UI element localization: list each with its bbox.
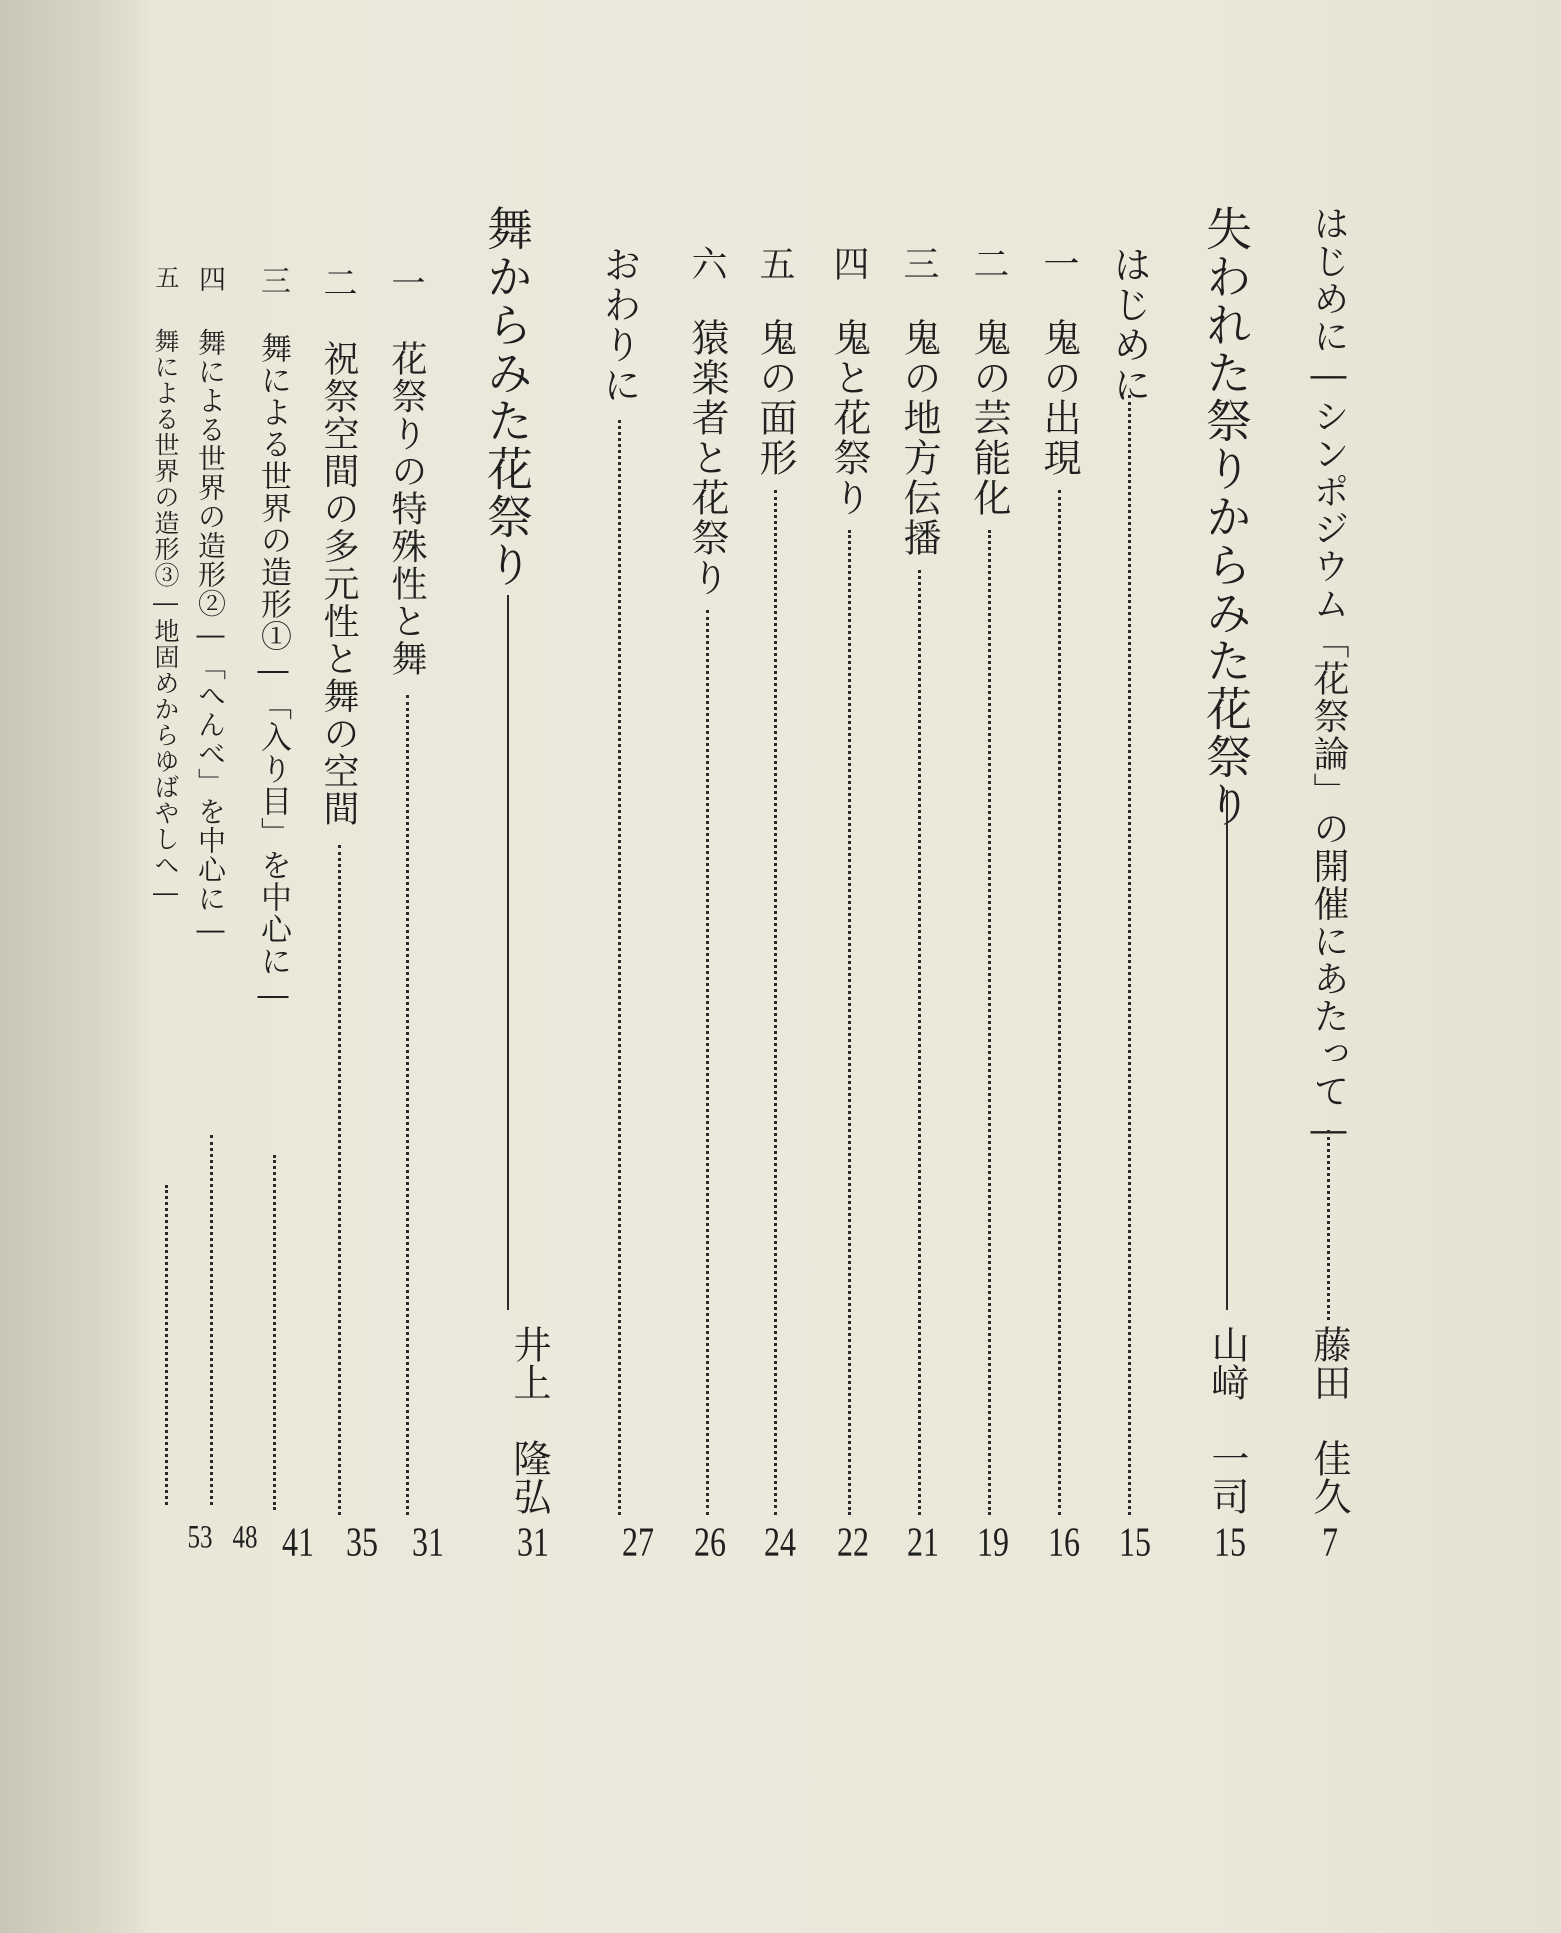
entry-number: 一: [385, 265, 425, 299]
entry-leader-dots: [165, 1185, 168, 1505]
entry-page-number: 27: [622, 1517, 654, 1565]
entry-author: 山﨑 一司: [1205, 1325, 1249, 1515]
entry-number: 三: [898, 245, 939, 281]
entry-rule: [507, 595, 509, 1310]
entry-number: 三: [255, 265, 290, 295]
entry-author: 井上 隆弘: [507, 1325, 551, 1515]
entry-number: 五: [151, 265, 179, 289]
entry-title: はじめに: [1107, 245, 1151, 405]
entry-page-number: 35: [346, 1517, 378, 1565]
entry-page-number: 15: [1119, 1517, 1151, 1565]
entry-page-number: 22: [837, 1517, 869, 1565]
entry-leader-dots: [848, 530, 851, 1515]
entry-title: 舞による世界の造形①―「入り目」を中心に―: [255, 332, 291, 1014]
entry-page-number: 41: [282, 1517, 314, 1565]
entry-leader-dots: [774, 490, 777, 1515]
entry-number: 四: [194, 265, 225, 292]
entry-author: 藤田 佳久: [1307, 1325, 1351, 1515]
entry-number: 六: [686, 245, 727, 281]
entry-leader-dots: [406, 695, 409, 1515]
entry-leader-dots: [1058, 490, 1061, 1515]
entry-title: 鬼の面形: [753, 318, 797, 478]
entry-title: 舞による世界の造形②―「へんべ」を中心に―: [194, 328, 227, 947]
entry-title: 舞による世界の造形③―地固めからゆばやしへ―: [151, 328, 180, 908]
entry-leader-dots: [1128, 395, 1131, 1515]
entry-number: 二: [968, 245, 1009, 281]
entry-title: 失われた祭りからみた花祭り: [1199, 205, 1253, 829]
entry-title: 猿楽者と花祭り: [685, 318, 729, 598]
entry-rule: [1226, 790, 1228, 1310]
entry-page-number: 24: [764, 1517, 796, 1565]
entry-title: 鬼の地方伝播: [897, 318, 941, 558]
entry-leader-dots: [988, 530, 991, 1515]
entry-leader-dots: [338, 845, 341, 1515]
entry-page-number: 53: [187, 1519, 213, 1556]
entry-page-number: 16: [1048, 1517, 1080, 1565]
entry-page-number: 7: [1322, 1517, 1338, 1565]
entry-title: 鬼の芸能化: [967, 318, 1011, 518]
entry-page-number: 31: [412, 1517, 444, 1565]
entry-page-number: 48: [232, 1519, 258, 1556]
entry-leader-dots: [273, 1155, 276, 1510]
entry-number: 五: [754, 245, 795, 281]
entry-leader-dots: [918, 570, 921, 1515]
entry-title: おわりに: [597, 245, 641, 405]
entry-leader-dots: [618, 420, 621, 1515]
entry-title: はじめに―シンポジウム「花祭論」の開催にあたって―: [1308, 205, 1349, 1153]
entry-page-number: 31: [517, 1517, 549, 1565]
entry-page-number: 21: [907, 1517, 939, 1565]
entry-number: 四: [828, 245, 869, 281]
entry-page-number: 15: [1214, 1517, 1246, 1565]
entry-title: 鬼の出現: [1037, 318, 1081, 478]
entry-title: 鬼と花祭り: [827, 318, 871, 518]
entry-leader-dots: [210, 1135, 213, 1505]
entry-number: 二: [317, 265, 357, 299]
entry-leader-dots: [706, 610, 709, 1515]
entry-title: 花祭りの特殊性と舞: [386, 340, 427, 678]
entry-title: 祝祭空間の多元性と舞の空間: [318, 340, 359, 828]
entry-page-number: 26: [694, 1517, 726, 1565]
entry-page-number: 19: [977, 1517, 1009, 1565]
page-gutter-shadow: [0, 0, 150, 1933]
entry-title: 舞からみた花祭り: [480, 205, 534, 589]
entry-number: 一: [1038, 245, 1079, 281]
entry-leader-dots: [1327, 1130, 1330, 1320]
